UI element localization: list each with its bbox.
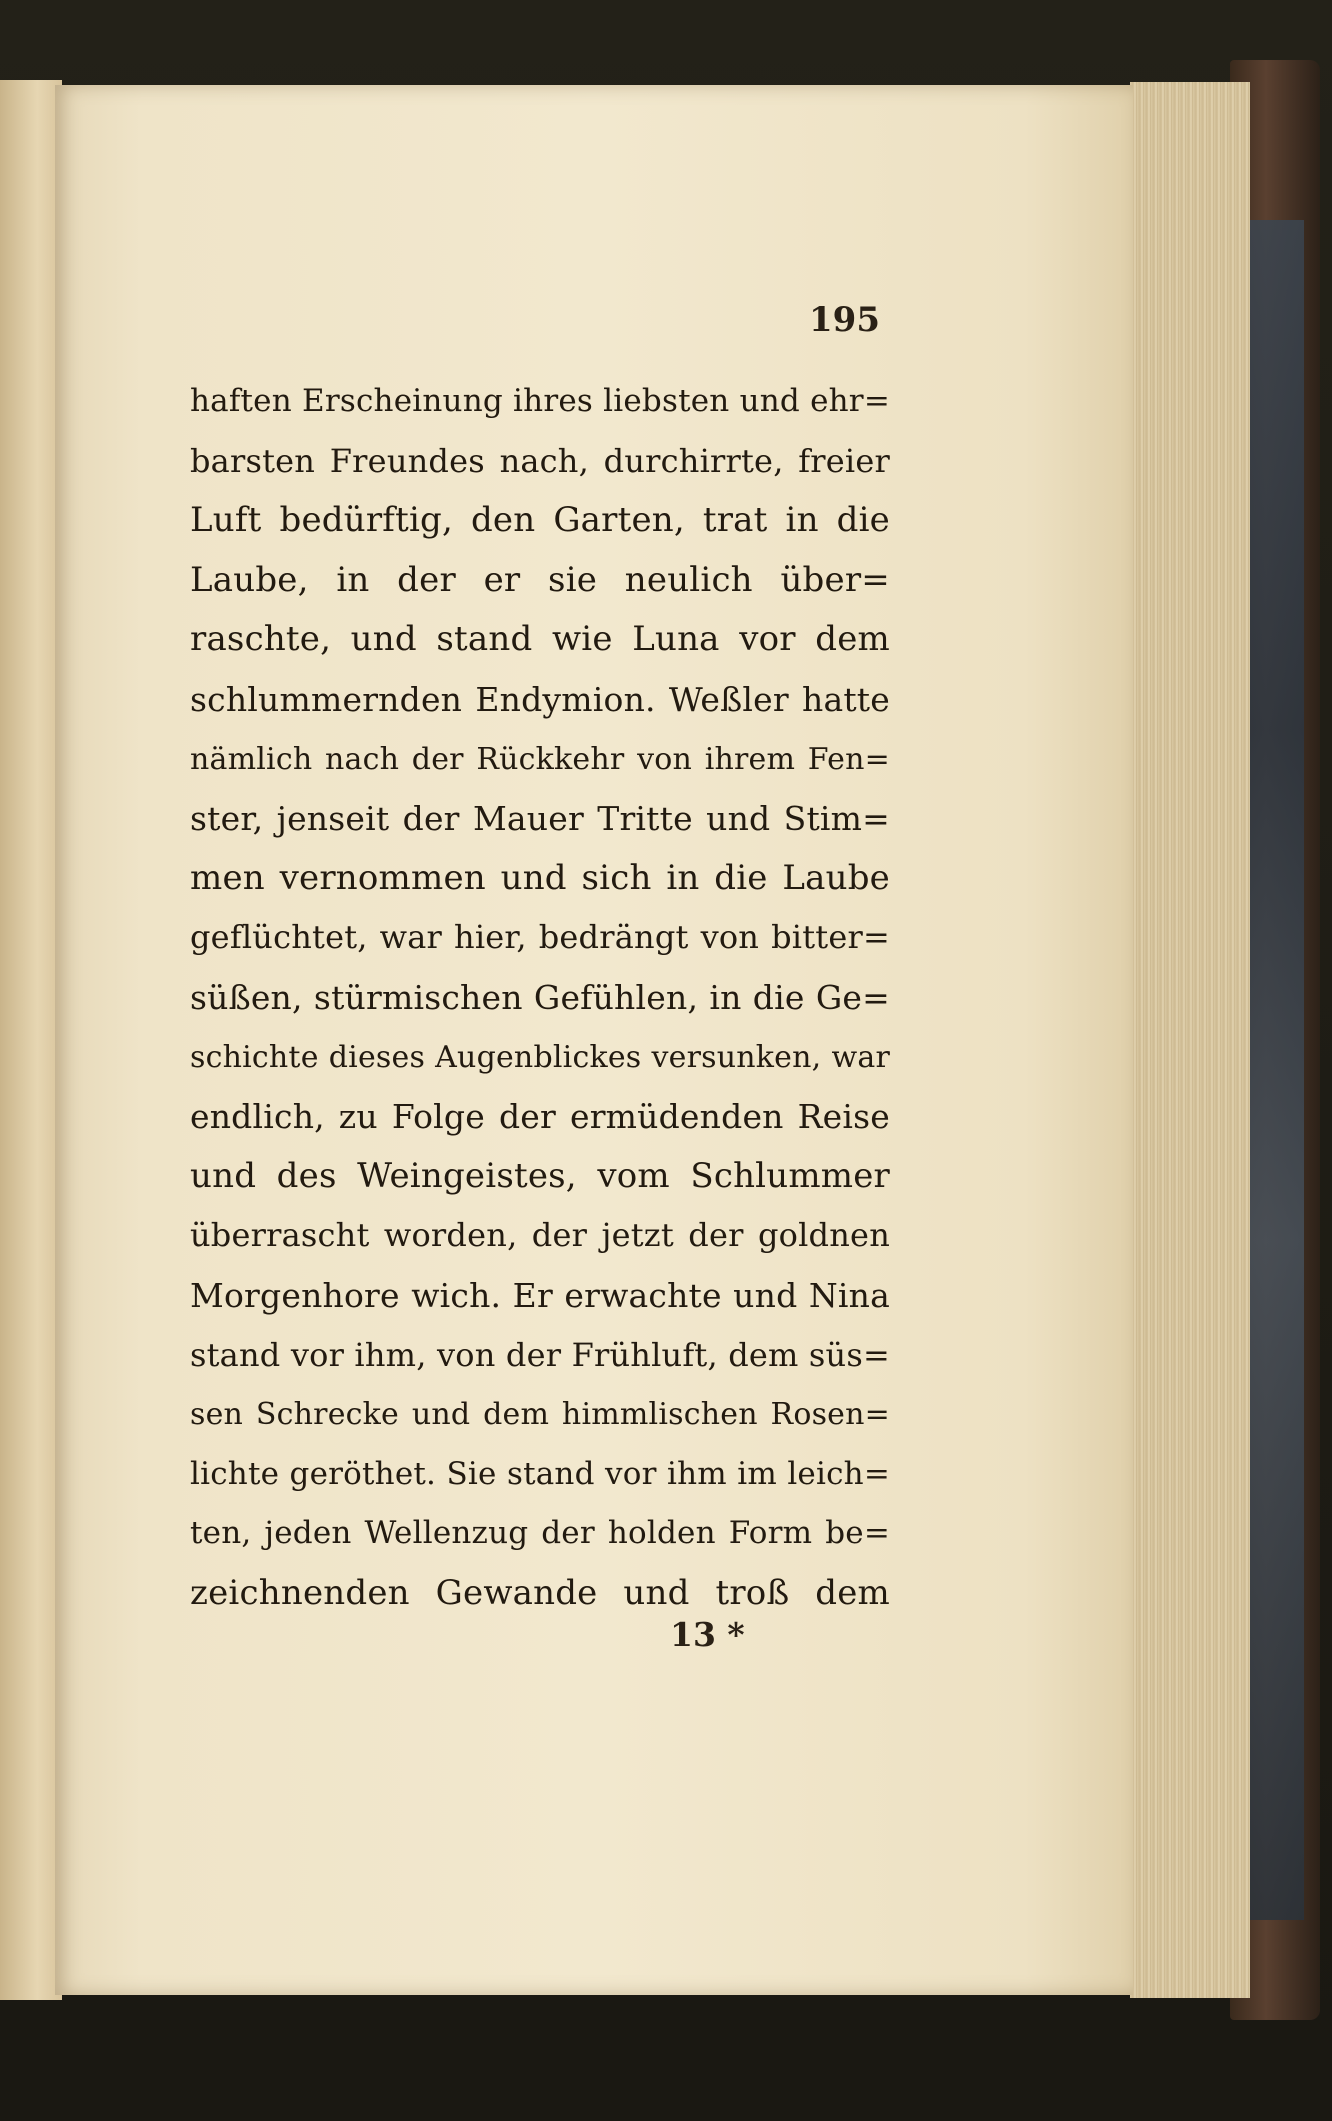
text-line: nämlich nach der Rückkehr von ihrem Fen= xyxy=(190,741,890,777)
text-line: schlummernden Endymion. Weßler hatte xyxy=(190,679,890,719)
text-line: endlich, zu Folge der ermüdenden Reise xyxy=(190,1097,890,1137)
body-text xyxy=(190,372,890,1623)
page-edges-stack xyxy=(1130,82,1250,1998)
text-line: und des Weingeistes, vom Schlummer xyxy=(190,1155,890,1196)
signature-mark: 13 * xyxy=(670,1615,745,1654)
marbled-cover-pattern xyxy=(1248,220,1304,1920)
text-line: lichte geröthet. Sie stand vor ihm im leich= xyxy=(190,1455,890,1492)
text-line: sen Schrecke und dem himmlischen Rosen= xyxy=(190,1397,890,1433)
page-number: 195 xyxy=(809,300,880,340)
previous-page-edge xyxy=(0,80,62,2000)
text-line: zeichnenden Gewande und troß dem xyxy=(190,1572,890,1613)
text-line: barsten Freundes nach, durchirrte, freier xyxy=(190,441,890,480)
text-line: ten, jeden Wellenzug der holden Form be= xyxy=(190,1515,890,1552)
text-line: Luft bedürftig, den Garten, trat in die xyxy=(190,500,890,541)
text-line: geflüchtet, war hier, bedrängt von bitter= xyxy=(190,918,890,957)
text-line: Laube, in der er sie neulich über= xyxy=(190,559,890,600)
text-line: Morgenhore wich. Er erwachte und Nina xyxy=(190,1275,890,1315)
text-line: ster, jenseit der Mauer Tritte und Stim= xyxy=(190,799,890,839)
text-line: men vernommen und sich in die Laube xyxy=(190,857,890,898)
text-line: überrascht worden, der jetzt der goldnen xyxy=(190,1216,890,1255)
text-line: haften Erscheinung ihres liebsten und ehr= xyxy=(190,383,890,419)
text-line: schichte dieses Augenblickes versunken, war xyxy=(190,1039,890,1075)
text-line: stand vor ihm, von der Frühluft, dem süs= xyxy=(190,1335,890,1374)
text-line: süßen, stürmischen Gefühlen, in die Ge= xyxy=(190,977,890,1017)
text-line: raschte, und stand wie Luna vor dem xyxy=(190,619,890,660)
